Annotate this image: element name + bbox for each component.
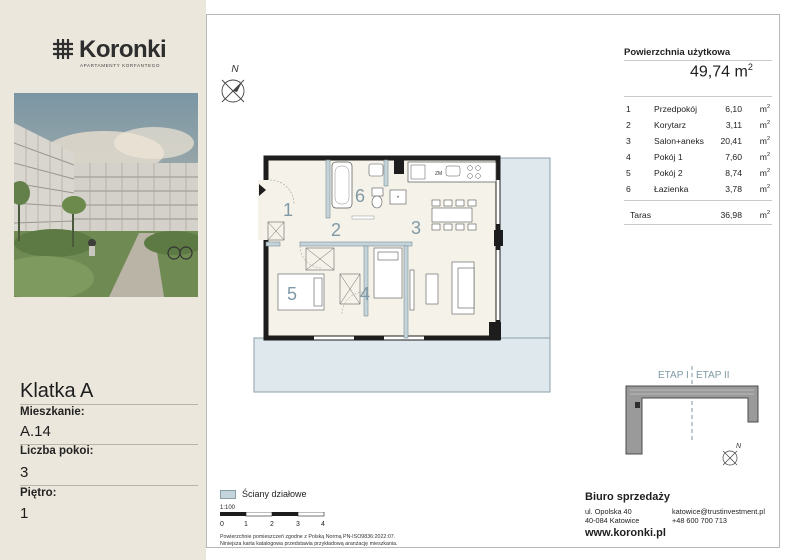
disclaimer (220, 534, 398, 548)
room-number: 5 (626, 168, 631, 178)
room-name: Przedpokój (654, 104, 697, 114)
coffee-table-icon (426, 274, 438, 304)
scale-tick-3: 3 (296, 521, 300, 528)
area-heading: Powierzchnia użytkowa (624, 47, 731, 58)
terrace-row (624, 207, 772, 223)
left-panel (0, 0, 206, 560)
bathroom-door (352, 216, 374, 219)
stage-north-icon (723, 443, 742, 465)
room-row (624, 181, 772, 197)
room-row (624, 149, 772, 165)
stage-1-label: ETAP I (658, 370, 689, 381)
brand-name: Koronki (79, 36, 167, 63)
divider (20, 485, 198, 486)
room-number: 3 (626, 136, 631, 146)
website-link[interactable]: www.koronki.pl (585, 527, 666, 539)
room-number-5: 5 (286, 284, 298, 304)
scale-tick-4: 4 (321, 521, 325, 528)
floor-plan (244, 150, 566, 394)
north-compass-icon (218, 62, 252, 112)
terrace-name: Taras (630, 210, 652, 220)
sales-phone-link[interactable]: +48 600 700 713 (672, 516, 727, 525)
stage-2-label: ETAP II (696, 370, 730, 381)
north-label: N (231, 64, 239, 75)
room-number: 6 (626, 184, 631, 194)
room-area-unit: $m^2$ (759, 104, 770, 114)
sink-icon (369, 164, 383, 176)
terrace-unit: $m^2$ (759, 210, 770, 220)
sales-city: 40-084 Katowice (585, 516, 640, 525)
sofa-icon (452, 262, 474, 314)
scale-bar (220, 512, 328, 532)
total-area-unit: m (734, 63, 748, 81)
floor-label: Piętro: (20, 487, 57, 499)
room-name: Salon+aneks (654, 136, 704, 146)
disclaimer-line-2: Niniejsza karta katalogowa przedstawia przykładową aranżację mieszkania. (220, 541, 398, 547)
room-number: 2 (626, 120, 631, 130)
selected-unit-marker (635, 402, 640, 408)
room-area-unit: $m^2$ (759, 136, 770, 146)
room-row (624, 133, 772, 149)
floor-value: 1 (20, 505, 29, 522)
partition-legend-label: Ściany działowe (242, 489, 307, 499)
building-photo (14, 93, 198, 297)
room-area-unit: $m^2$ (759, 168, 770, 178)
room-number-3: 3 (410, 218, 422, 238)
sales-street: ul. Opolska 40 (585, 507, 632, 516)
apartment-value: A.14 (20, 423, 51, 440)
room-row (624, 165, 772, 181)
room-number-1: 1 (282, 200, 294, 220)
room-area: 7,60 (725, 152, 742, 162)
room-number: 1 (626, 104, 631, 114)
scale-label: 1:100 (220, 505, 236, 511)
building-illustration (14, 93, 198, 297)
room-number-2: 2 (330, 220, 342, 240)
washing-machine-label: ZM (435, 171, 443, 177)
divider (624, 200, 772, 201)
bed-room5-icon (278, 274, 324, 310)
room-number: 4 (626, 152, 631, 162)
apartment-label: Mieszkanie: (20, 406, 85, 418)
brand-tagline: APARTAMENTY KORFANTEGO (80, 63, 160, 68)
divider (624, 60, 772, 61)
partition-legend-swatch (220, 490, 236, 499)
rooms-value: 3 (20, 464, 29, 481)
room-area-unit: $m^2$ (759, 184, 770, 194)
svg-text:*: * (396, 196, 400, 202)
stage-key-map (612, 362, 772, 470)
room-name: Pokój 1 (654, 152, 683, 162)
svg-text:N: N (736, 443, 742, 450)
terrace-value: 36,98 (720, 210, 742, 220)
bed-room4-icon (374, 248, 402, 298)
room-number-4: 4 (359, 284, 371, 304)
scale-tick-1: 1 (244, 521, 248, 528)
room-row (624, 101, 772, 117)
room-area-unit: $m^2$ (759, 120, 770, 130)
room-name: Korytarz (654, 120, 686, 130)
room-area: 3,78 (725, 184, 742, 194)
building-section: Klatka A (20, 380, 94, 402)
koronki-logo-icon (52, 38, 74, 60)
room-area-unit: $m^2$ (759, 152, 770, 162)
brand-logo (52, 36, 172, 72)
room-area: 3,11 (725, 120, 742, 130)
disclaimer-line-1: Powierzchnie pomieszczeń zgodne z Polską Normą PN-ISO9836:2022:07. (220, 534, 396, 540)
total-area: 49,74 $m^2$ (690, 62, 753, 81)
tv-unit-icon (410, 270, 414, 310)
room-row (624, 117, 772, 133)
room-area: 20,41 (720, 136, 742, 146)
scale-tick-2: 2 (270, 521, 274, 528)
divider (624, 224, 772, 225)
sales-email-link[interactable]: katowice@trustinvestment.pl (672, 507, 765, 516)
room-number-6: 6 (354, 186, 366, 206)
room-area: 8,74 (725, 168, 742, 178)
divider (624, 96, 772, 97)
scale-tick-0: 0 (220, 521, 224, 528)
room-name: Pokój 2 (654, 168, 683, 178)
terrace-area-bottom (254, 338, 550, 392)
room-area: 6,10 (725, 104, 742, 114)
room-name: Łazienka (654, 184, 689, 194)
fridge-icon (411, 165, 425, 179)
divider (20, 404, 198, 405)
sales-office-title: Biuro sprzedaży (585, 491, 670, 503)
rooms-label: Liczba pokoi: (20, 445, 94, 457)
total-area-value: 49,74 (690, 63, 731, 81)
